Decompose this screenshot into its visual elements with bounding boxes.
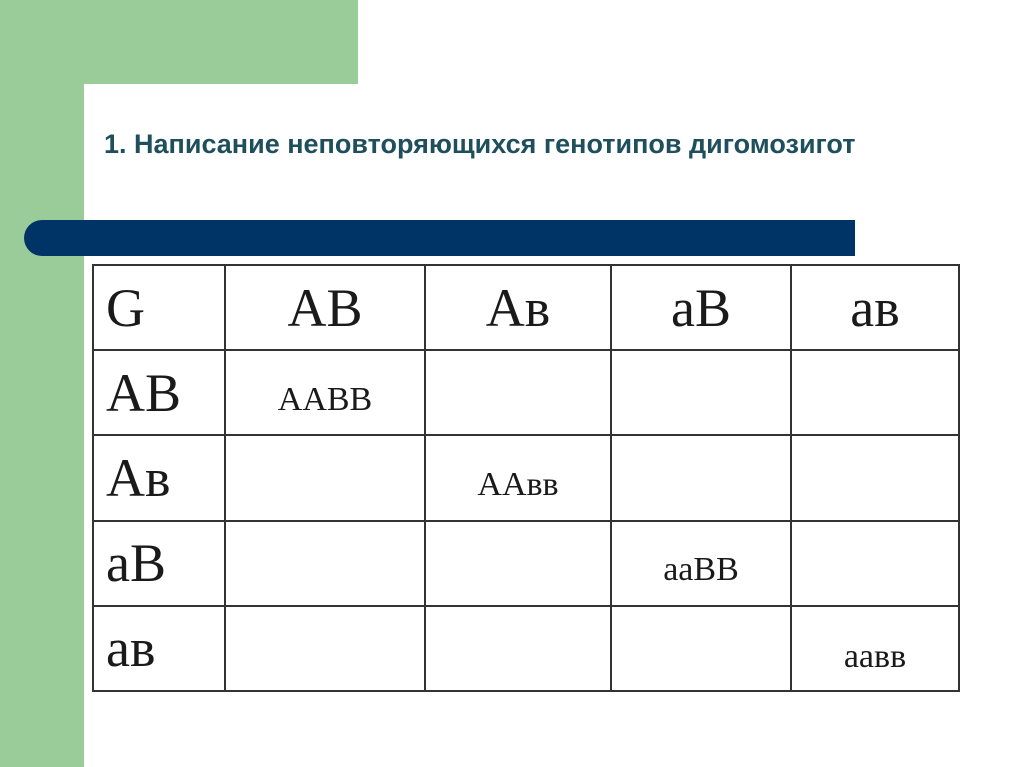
table-row xyxy=(93,350,959,435)
column-header: аВ xyxy=(611,265,791,350)
column-header: ав xyxy=(791,265,959,350)
genotype-cell xyxy=(225,350,425,435)
genotype-cell xyxy=(425,521,611,606)
genotype-text: ааВВ xyxy=(663,551,739,589)
table-row xyxy=(93,521,959,606)
genotype-cell xyxy=(791,521,959,606)
green-left-strip xyxy=(0,0,84,767)
genotype-cell xyxy=(611,521,791,606)
column-header: АВ xyxy=(225,265,425,350)
genotype-cell xyxy=(425,435,611,520)
genotype-text: ААвв xyxy=(477,465,559,503)
genotype-cell xyxy=(425,606,611,691)
genotype-cell xyxy=(611,350,791,435)
genotype-text: ААВВ xyxy=(277,380,373,418)
table-row xyxy=(93,435,959,520)
genotype-cell xyxy=(611,435,791,520)
corner-cell: G xyxy=(93,265,225,350)
slide-title: 1. Написание неповторяющихся генотипов дигомозигот xyxy=(104,129,856,159)
genotype-cell xyxy=(791,435,959,520)
genotype-text: аавв xyxy=(843,638,907,676)
title-underline-bar xyxy=(24,220,855,256)
row-header: аВ xyxy=(93,521,225,606)
punnett-table xyxy=(92,264,960,692)
column-header: Ав xyxy=(425,265,611,350)
genotype-cell xyxy=(791,350,959,435)
genotype-cell xyxy=(225,521,425,606)
table-header-row xyxy=(93,265,959,350)
genotype-cell xyxy=(225,606,425,691)
row-header: АВ xyxy=(93,350,225,435)
row-header: ав xyxy=(93,606,225,691)
genotype-cell xyxy=(225,435,425,520)
genotype-cell xyxy=(425,350,611,435)
table-row xyxy=(93,606,959,691)
row-header: Ав xyxy=(93,435,225,520)
genotype-cell xyxy=(791,606,959,691)
green-top-block xyxy=(0,0,358,84)
genotype-cell xyxy=(611,606,791,691)
